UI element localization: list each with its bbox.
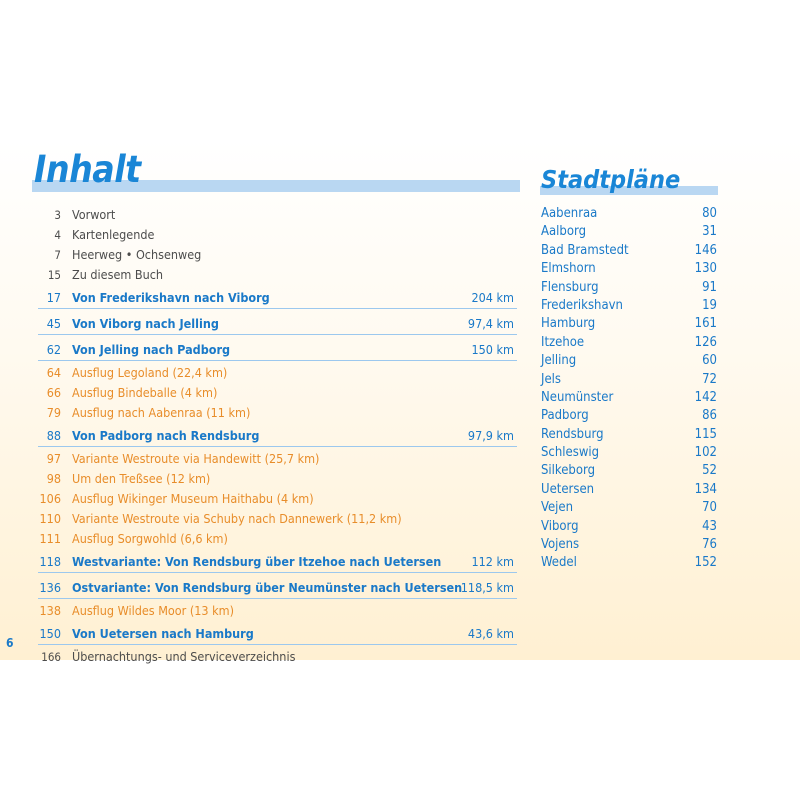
city-map-entry[interactable] bbox=[541, 499, 717, 517]
city-name: Frederikshavn bbox=[541, 297, 623, 313]
city-map-entry[interactable] bbox=[541, 407, 717, 425]
toc-entry[interactable] bbox=[32, 575, 517, 601]
toc-page-number: 7 bbox=[54, 248, 61, 262]
page-number: 6 bbox=[6, 636, 14, 650]
city-map-entry[interactable] bbox=[541, 315, 717, 333]
city-name: Rendsburg bbox=[541, 426, 604, 442]
city-name: Silkeborg bbox=[541, 463, 596, 479]
toc-entry-title: Variante Westroute via Handewitt (25,7 km) bbox=[72, 451, 320, 466]
city-page-number: 115 bbox=[694, 426, 717, 442]
toc-entry[interactable] bbox=[32, 509, 517, 529]
city-page-number: 102 bbox=[694, 445, 717, 461]
toc-distance: 43,6 km bbox=[467, 626, 514, 641]
toc-page-number: 106 bbox=[39, 491, 61, 506]
toc-page-number: 138 bbox=[39, 603, 61, 618]
city-page-number: 76 bbox=[702, 537, 717, 553]
page-title: Inhalt bbox=[34, 148, 141, 191]
toc-entry[interactable] bbox=[32, 601, 517, 621]
toc-page-number: 15 bbox=[47, 268, 61, 282]
city-page-number: 72 bbox=[702, 371, 717, 387]
toc-entry-title: Von Jelling nach Padborg bbox=[72, 342, 231, 357]
toc-entry[interactable] bbox=[32, 225, 517, 245]
city-map-entry[interactable] bbox=[541, 260, 717, 278]
city-name: Neumünster bbox=[541, 389, 614, 405]
toc-entry-title: Übernachtungs- und Serviceverzeichnis bbox=[72, 649, 296, 664]
toc-page-number: 118 bbox=[39, 554, 61, 569]
city-page-number: 142 bbox=[694, 389, 717, 405]
toc-distance: 97,9 km bbox=[467, 428, 514, 443]
toc-distance: 118,5 km bbox=[460, 580, 514, 595]
toc-entry[interactable] bbox=[32, 363, 517, 383]
city-map-entry[interactable] bbox=[541, 481, 717, 499]
toc-entry[interactable] bbox=[32, 621, 517, 647]
city-name: Viborg bbox=[541, 518, 579, 534]
city-page-number: 86 bbox=[702, 408, 717, 424]
city-page-number: 126 bbox=[694, 334, 717, 350]
toc-entry-title: Von Padborg nach Rendsburg bbox=[72, 428, 260, 443]
toc-entry[interactable] bbox=[32, 489, 517, 509]
city-page-number: 152 bbox=[694, 555, 717, 571]
city-name: Aabenraa bbox=[541, 206, 598, 221]
toc-distance: 112 km bbox=[471, 554, 514, 569]
toc-entry[interactable] bbox=[32, 311, 517, 337]
toc-entry-title: Ausflug nach Aabenraa (11 km) bbox=[72, 405, 251, 420]
city-maps-title: Stadtpläne bbox=[541, 165, 681, 194]
city-page-number: 70 bbox=[702, 500, 717, 516]
toc-page-number: 98 bbox=[46, 471, 61, 486]
city-name: Uetersen bbox=[541, 481, 595, 497]
toc-entry[interactable] bbox=[32, 529, 517, 549]
toc-entry[interactable] bbox=[32, 469, 517, 489]
toc-entry[interactable] bbox=[32, 647, 517, 667]
toc-page-number: 150 bbox=[39, 626, 61, 641]
toc-page-number: 45 bbox=[46, 316, 61, 331]
toc-entry[interactable] bbox=[32, 423, 517, 449]
toc-page-number: 88 bbox=[46, 428, 61, 443]
toc-entry[interactable] bbox=[32, 245, 517, 265]
city-page-number: 161 bbox=[694, 316, 717, 332]
toc-page-number: 3 bbox=[54, 208, 61, 222]
toc-page-number: 111 bbox=[39, 531, 61, 546]
city-map-entry[interactable] bbox=[541, 205, 717, 223]
toc-distance: 150 km bbox=[471, 342, 514, 357]
city-name: Schleswig bbox=[541, 445, 600, 461]
city-maps-list bbox=[541, 205, 717, 573]
city-map-entry[interactable] bbox=[541, 242, 717, 260]
city-name: Jels bbox=[541, 371, 561, 387]
city-map-entry[interactable] bbox=[541, 444, 717, 462]
city-name: Elmshorn bbox=[541, 261, 596, 277]
toc-entry-title: Um den Treßsee (12 km) bbox=[72, 471, 211, 486]
city-map-entry[interactable] bbox=[541, 279, 717, 297]
city-page-number: 43 bbox=[702, 518, 717, 534]
city-name: Vojens bbox=[541, 537, 580, 553]
toc-entry-title: Ausflug Legoland (22,4 km) bbox=[72, 365, 228, 380]
city-name: Jelling bbox=[541, 353, 577, 369]
city-map-entry[interactable] bbox=[541, 518, 717, 536]
toc-page-number: 66 bbox=[46, 385, 61, 400]
toc-entry-title: Ausflug Wikinger Museum Haithabu (4 km) bbox=[72, 491, 314, 506]
city-page-number: 31 bbox=[702, 224, 717, 240]
toc-page-number: 136 bbox=[39, 580, 61, 595]
city-page-number: 19 bbox=[702, 297, 717, 313]
toc-page-number: 62 bbox=[46, 342, 61, 357]
city-name: Vejen bbox=[541, 500, 574, 516]
city-map-entry[interactable] bbox=[541, 554, 717, 572]
city-page-number: 52 bbox=[702, 463, 717, 479]
toc-page-number: 64 bbox=[46, 365, 61, 380]
city-map-entry[interactable] bbox=[541, 297, 717, 315]
toc-entry[interactable] bbox=[32, 265, 517, 285]
toc-entry-title: Von Frederikshavn nach Viborg bbox=[72, 290, 270, 305]
city-page-number: 130 bbox=[694, 261, 717, 277]
city-page-number: 60 bbox=[702, 353, 717, 369]
toc-entry[interactable] bbox=[32, 383, 517, 403]
table-of-contents bbox=[32, 205, 517, 667]
city-name: Wedel bbox=[541, 555, 577, 571]
toc-distance: 204 km bbox=[471, 290, 514, 305]
toc-page-number: 79 bbox=[46, 405, 61, 420]
city-name: Bad Bramstedt bbox=[541, 242, 629, 258]
toc-entry-title: Westvariante: Von Rendsburg über Itzehoe nach Uetersen bbox=[72, 554, 442, 569]
city-map-entry[interactable] bbox=[541, 223, 717, 241]
city-page-number: 146 bbox=[694, 242, 717, 258]
toc-entry-title: Ausflug Sorgwohld (6,6 km) bbox=[72, 531, 228, 546]
toc-entry-title: Ausflug Wildes Moor (13 km) bbox=[72, 603, 234, 618]
city-name: Flensburg bbox=[541, 279, 599, 295]
city-name: Itzehoe bbox=[541, 334, 585, 350]
toc-entry-title: Vorwort bbox=[72, 207, 116, 222]
city-map-entry[interactable] bbox=[541, 334, 717, 352]
toc-page-number: 110 bbox=[39, 511, 61, 526]
toc-page-number: 97 bbox=[46, 451, 61, 466]
city-page-number: 80 bbox=[702, 206, 717, 221]
toc-entry[interactable] bbox=[32, 337, 517, 363]
city-map-entry[interactable] bbox=[541, 536, 717, 554]
toc-entry-title: Von Uetersen nach Hamburg bbox=[72, 626, 254, 641]
toc-entry-title: Ausflug Bindeballe (4 km) bbox=[72, 385, 218, 400]
toc-page-number: 4 bbox=[54, 228, 61, 242]
toc-entry-title: Zu diesem Buch bbox=[72, 267, 164, 282]
city-map-entry[interactable] bbox=[541, 389, 717, 407]
city-page-number: 91 bbox=[702, 279, 717, 295]
city-name: Aalborg bbox=[541, 224, 586, 240]
city-map-entry[interactable] bbox=[541, 426, 717, 444]
city-page-number: 134 bbox=[694, 481, 717, 497]
toc-entry-title: Heerweg • Ochsenweg bbox=[72, 247, 202, 262]
toc-page-number: 17 bbox=[46, 290, 61, 305]
toc-entry-title: Von Viborg nach Jelling bbox=[72, 316, 219, 331]
toc-entry[interactable] bbox=[32, 449, 517, 469]
toc-entry-title: Ostvariante: Von Rendsburg über Neumünster nach Uetersen bbox=[72, 580, 463, 595]
toc-entry[interactable] bbox=[32, 285, 517, 311]
toc-entry-title: Kartenlegende bbox=[72, 227, 155, 242]
city-name: Hamburg bbox=[541, 316, 596, 332]
city-map-entry[interactable] bbox=[541, 462, 717, 480]
toc-entry[interactable] bbox=[32, 205, 517, 225]
toc-distance: 97,4 km bbox=[467, 316, 514, 331]
city-name: Padborg bbox=[541, 408, 589, 424]
city-map-entry[interactable] bbox=[541, 352, 717, 370]
toc-entry[interactable] bbox=[32, 549, 517, 575]
toc-entry-title: Variante Westroute via Schuby nach Dannewerk (11,2 km) bbox=[72, 511, 402, 526]
toc-page-number: 166 bbox=[41, 650, 61, 664]
toc-entry[interactable] bbox=[32, 403, 517, 423]
city-map-entry[interactable] bbox=[541, 371, 717, 389]
